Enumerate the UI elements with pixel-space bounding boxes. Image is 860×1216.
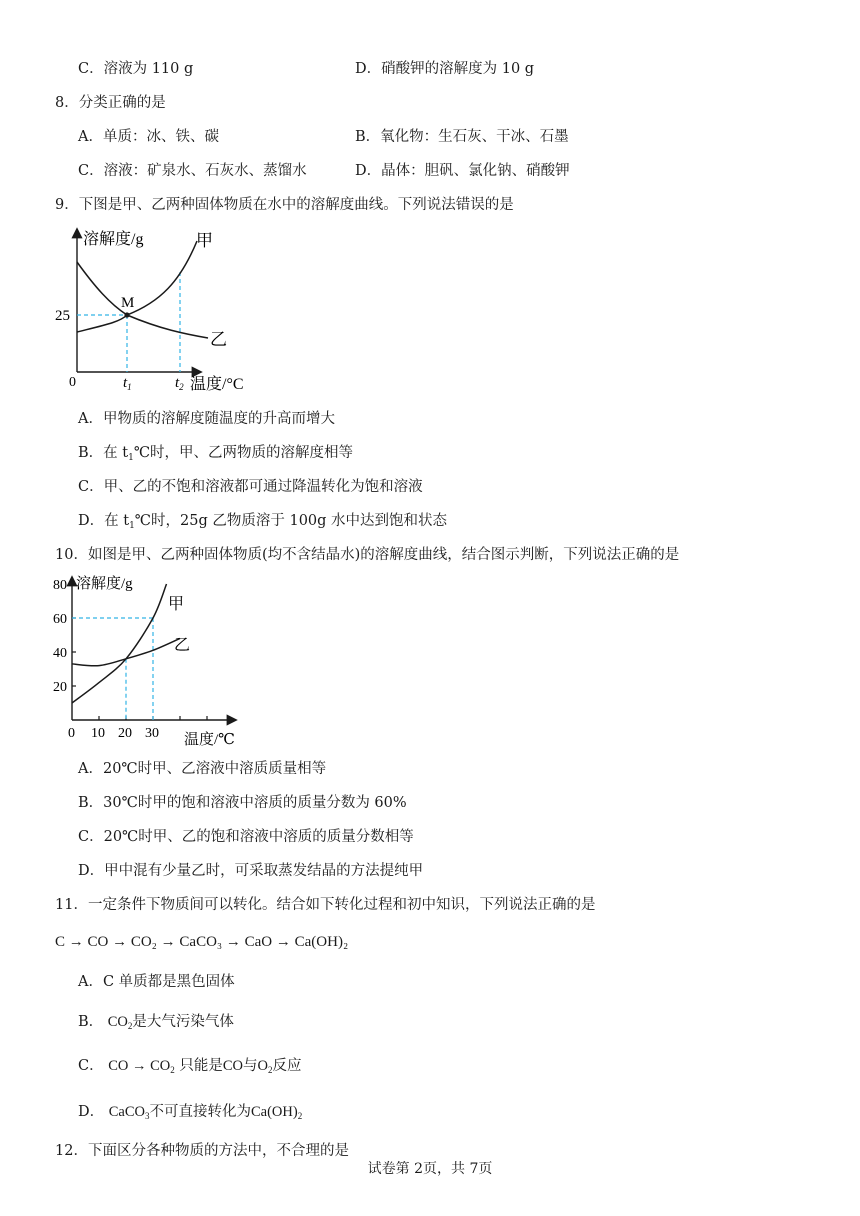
q10-solubility-chart [50,568,250,748]
q9-legend-jia: 甲 [196,231,213,250]
q9-option-a: A．甲物质的溶解度随温度的升高而增大 [78,411,335,427]
q11-stem: 11．一定条件下物质间可以转化。结合如下转化过程和初中知识，下列说法正确的是 [55,897,596,913]
q9-option-c: C．甲、乙的不饱和溶液都可通过降温转化为饱和溶液 [78,479,423,495]
q7-option-d: D．硝酸钾的溶解度为 10 g [355,61,535,77]
q10-option-b: B．30℃时甲的饱和溶液中溶质的质量分数为 60% [78,795,407,811]
q10-x-tick-label: 0 [68,726,75,741]
q9-y-tick-25: 25 [55,308,70,324]
q11-option-b: B． $CO_2$是大气污染气体 [78,1014,234,1031]
q10-stem: 10．如图是甲、乙两种固体物质(均不含结晶水)的溶解度曲线，结合图示判断，下列说法正确的是 [55,547,680,563]
q12-stem: 12．下面区分各种物质的方法中，不合理的是 [55,1143,349,1159]
q10-option-a: A．20℃时甲、乙溶液中溶质质量相等 [78,761,327,777]
q10-y-tick-label: 80 [53,578,67,593]
q10-x-tick-label: 10 [91,726,105,741]
q9-x-tick-t2: $t_2$ [175,375,184,392]
q7-option-c: C．溶液为 110 g [78,61,194,77]
q10-x-tick-label: 30 [145,726,159,741]
q10-legend-jia: 甲 [168,596,185,613]
q10-x-tick-label: 20 [118,726,132,741]
q8-stem: 8．分类正确的是 [55,95,166,111]
q10-curve-jia [72,584,167,703]
q11-option-a: A．C 单质都是黑色固体 [78,974,235,990]
page-footer: 试卷第 2页，共 7页 [367,1161,493,1177]
q9-x-axis-label: 温度/°C [190,376,244,393]
q8-option-d: D．晶体：胆矾、氯化钠、硝酸钾 [355,163,570,179]
q9-point-m [124,312,129,317]
q9-legend-yi: 乙 [210,330,227,349]
q10-y-axis-label: 溶解度/g [76,576,133,592]
q10-x-axis-label: 温度/℃ [184,732,235,748]
q9-origin-label: 0 [69,375,76,390]
q9-option-b: B．在 $t_1℃$时，甲、乙两物质的溶解度相等 [78,445,354,463]
q9-solubility-chart [50,222,265,394]
q10-y-tick-label: 40 [53,646,67,661]
q11-conversion-chain: C → CO → CO₂ → CaCO₃ → CaO → Ca(OH)₂ [55,934,349,950]
q10-legend-yi: 乙 [174,637,191,654]
q9-point-m-label: M [121,295,135,311]
q10-option-d: D．甲中混有少量乙时，可采取蒸发结晶的方法提纯甲 [78,863,424,879]
q9-option-d: D．在 $t_1℃$时，25g 乙物质溶于 100g 水中达到饱和状态 [78,513,448,531]
q8-option-b: B．氧化物：生石灰、干冰、石墨 [355,129,569,145]
q9-x-tick-t1: $t_1$ [123,375,132,392]
q10-y-tick-label: 60 [53,612,67,627]
q10-y-tick-label: 20 [53,680,67,695]
q11-option-c: C． CO → $CO_2$ 只能是CO与$O_2$反应 [78,1058,302,1075]
q8-option-a: A．单质：冰、铁、碳 [78,129,219,145]
q11-option-d: D． CaCO$_3$不可直接转化为$Ca(OH)_2$ [78,1104,303,1121]
q8-option-c: C．溶液：矿泉水、石灰水、蒸馏水 [78,163,307,179]
q9-y-axis-label: 溶解度/g [83,231,144,248]
q10-option-c: C．20℃时甲、乙的饱和溶液中溶质的质量分数相等 [78,829,414,845]
q9-stem: 9．下图是甲、乙两种固体物质在水中的溶解度曲线。下列说法错误的是 [55,197,514,213]
